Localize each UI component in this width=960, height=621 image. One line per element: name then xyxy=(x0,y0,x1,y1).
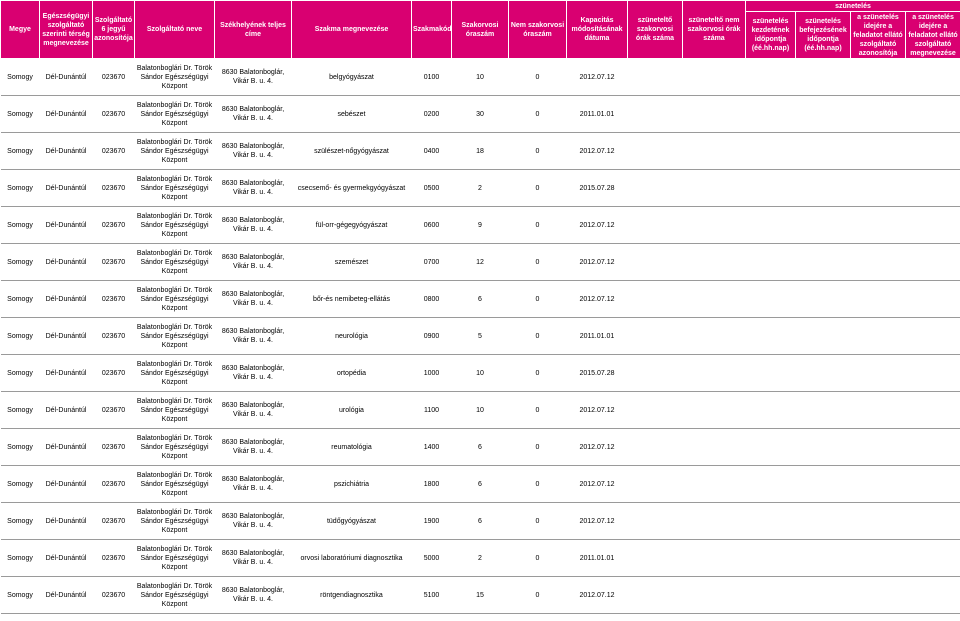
col-header-nem-szakorvosi: Nem szakorvosi óraszám xyxy=(509,1,567,59)
cell-szakorvosi: 2 xyxy=(452,170,509,207)
cell-megye: Somogy xyxy=(1,540,40,577)
cell-nev: Balatonboglári Dr. Török Sándor Egészségügyi Központ xyxy=(135,133,215,170)
col-header-terseg: Egészségügyi szolgáltató szerinti térség megnevezése xyxy=(40,1,93,59)
cell-terseg: Dél-Dunántúl xyxy=(40,392,93,429)
cell-megye: Somogy xyxy=(1,318,40,355)
cell-azonosito: 023670 xyxy=(93,318,135,355)
cell-szakorvosi: 10 xyxy=(452,355,509,392)
cell-megye: Somogy xyxy=(1,503,40,540)
cell-empty xyxy=(796,355,851,392)
cell-empty xyxy=(683,503,746,540)
cell-empty xyxy=(683,466,746,503)
cell-nem-szakorvosi: 0 xyxy=(509,281,567,318)
table-row xyxy=(1,96,960,133)
cell-szakmakod: 0200 xyxy=(412,96,452,133)
cell-megye: Somogy xyxy=(1,207,40,244)
cell-datum: 2012.07.12 xyxy=(567,207,628,244)
cell-empty xyxy=(746,577,796,614)
cell-empty xyxy=(746,318,796,355)
cell-nev: Balatonboglári Dr. Török Sándor Egészségügyi Központ xyxy=(135,244,215,281)
cell-empty xyxy=(746,503,796,540)
cell-azonosito: 023670 xyxy=(93,355,135,392)
cell-empty xyxy=(906,466,960,503)
cell-empty xyxy=(683,392,746,429)
cell-empty xyxy=(851,392,906,429)
cell-empty xyxy=(746,540,796,577)
table-row xyxy=(1,429,960,466)
cell-empty xyxy=(628,318,683,355)
cell-datum: 2012.07.12 xyxy=(567,577,628,614)
table-header xyxy=(1,1,960,59)
cell-nev: Balatonboglári Dr. Török Sándor Egészségügyi Központ xyxy=(135,577,215,614)
cell-szakmakod: 0600 xyxy=(412,207,452,244)
cell-datum: 2012.07.12 xyxy=(567,244,628,281)
cell-empty xyxy=(628,540,683,577)
table-body xyxy=(1,59,960,614)
col-header-ideje-azon: a szünetelés idejére a feladatot ellátó szolgáltató azonosítója xyxy=(851,12,906,59)
cell-empty xyxy=(906,540,960,577)
cell-empty xyxy=(683,429,746,466)
cell-szakorvosi: 6 xyxy=(452,281,509,318)
col-header-megye: Megye xyxy=(1,1,40,59)
cell-cim: 8630 Balatonboglár, Vikár B. u. 4. xyxy=(215,59,292,96)
cell-szakma: urológia xyxy=(292,392,412,429)
cell-szakmakod: 5000 xyxy=(412,540,452,577)
cell-empty xyxy=(628,170,683,207)
cell-empty xyxy=(796,170,851,207)
cell-szakma: neurológia xyxy=(292,318,412,355)
cell-empty xyxy=(796,244,851,281)
cell-nev: Balatonboglári Dr. Török Sándor Egészségügyi Központ xyxy=(135,59,215,96)
cell-empty xyxy=(851,540,906,577)
cell-cim: 8630 Balatonboglár, Vikár B. u. 4. xyxy=(215,281,292,318)
cell-szakorvosi: 15 xyxy=(452,577,509,614)
cell-empty xyxy=(906,318,960,355)
cell-nem-szakorvosi: 0 xyxy=(509,318,567,355)
cell-azonosito: 023670 xyxy=(93,281,135,318)
cell-nem-szakorvosi: 0 xyxy=(509,540,567,577)
cell-cim: 8630 Balatonboglár, Vikár B. u. 4. xyxy=(215,540,292,577)
cell-terseg: Dél-Dunántúl xyxy=(40,503,93,540)
cell-empty xyxy=(851,503,906,540)
cell-empty xyxy=(628,466,683,503)
cell-terseg: Dél-Dunántúl xyxy=(40,466,93,503)
cell-nev: Balatonboglári Dr. Török Sándor Egészségügyi Központ xyxy=(135,281,215,318)
cell-cim: 8630 Balatonboglár, Vikár B. u. 4. xyxy=(215,355,292,392)
cell-datum: 2012.07.12 xyxy=(567,392,628,429)
cell-nem-szakorvosi: 0 xyxy=(509,466,567,503)
cell-szakma: csecsemő- és gyermekgyógyászat xyxy=(292,170,412,207)
cell-terseg: Dél-Dunántúl xyxy=(40,170,93,207)
col-header-szakorvosi: Szakorvosi óraszám xyxy=(452,1,509,59)
cell-empty xyxy=(746,466,796,503)
table-row xyxy=(1,392,960,429)
cell-azonosito: 023670 xyxy=(93,577,135,614)
cell-szakmakod: 1900 xyxy=(412,503,452,540)
table-row xyxy=(1,170,960,207)
cell-empty xyxy=(746,355,796,392)
cell-empty xyxy=(851,429,906,466)
cell-cim: 8630 Balatonboglár, Vikár B. u. 4. xyxy=(215,392,292,429)
cell-empty xyxy=(628,355,683,392)
cell-megye: Somogy xyxy=(1,133,40,170)
cell-megye: Somogy xyxy=(1,466,40,503)
cell-nev: Balatonboglári Dr. Török Sándor Egészségügyi Központ xyxy=(135,392,215,429)
cell-datum: 2012.07.12 xyxy=(567,466,628,503)
cell-nev: Balatonboglári Dr. Török Sándor Egészségügyi Központ xyxy=(135,207,215,244)
cell-empty xyxy=(683,59,746,96)
col-header-kapacitas: Kapacitás módosításának dátuma xyxy=(567,1,628,59)
col-header-szakma: Szakma megnevezése xyxy=(292,1,412,59)
cell-szakorvosi: 10 xyxy=(452,392,509,429)
cell-empty xyxy=(683,133,746,170)
cell-szakma: bőr-és nemibeteg-ellátás xyxy=(292,281,412,318)
cell-szakorvosi: 6 xyxy=(452,466,509,503)
cell-empty xyxy=(906,429,960,466)
table-row xyxy=(1,59,960,96)
cell-empty xyxy=(628,133,683,170)
cell-empty xyxy=(796,133,851,170)
cell-cim: 8630 Balatonboglár, Vikár B. u. 4. xyxy=(215,318,292,355)
cell-datum: 2015.07.28 xyxy=(567,170,628,207)
table-row xyxy=(1,318,960,355)
cell-empty xyxy=(683,244,746,281)
cell-cim: 8630 Balatonboglár, Vikár B. u. 4. xyxy=(215,503,292,540)
cell-empty xyxy=(796,392,851,429)
cell-empty xyxy=(796,466,851,503)
cell-empty xyxy=(906,96,960,133)
cell-terseg: Dél-Dunántúl xyxy=(40,133,93,170)
cell-empty xyxy=(906,207,960,244)
col-group-szunetelés: szünetelés xyxy=(746,1,960,12)
cell-empty xyxy=(906,355,960,392)
col-header-kezdet: szünetelés kezdetének időpontja (éé.hh.nap) xyxy=(746,12,796,59)
cell-terseg: Dél-Dunántúl xyxy=(40,429,93,466)
cell-empty xyxy=(851,318,906,355)
cell-azonosito: 023670 xyxy=(93,466,135,503)
cell-terseg: Dél-Dunántúl xyxy=(40,59,93,96)
cell-empty xyxy=(746,392,796,429)
cell-nem-szakorvosi: 0 xyxy=(509,170,567,207)
cell-datum: 2015.07.28 xyxy=(567,355,628,392)
cell-empty xyxy=(628,392,683,429)
cell-empty xyxy=(851,96,906,133)
cell-empty xyxy=(628,429,683,466)
cell-datum: 2012.07.12 xyxy=(567,503,628,540)
cell-terseg: Dél-Dunántúl xyxy=(40,281,93,318)
cell-azonosito: 023670 xyxy=(93,540,135,577)
cell-empty xyxy=(683,577,746,614)
cell-szakma: szülészet-nőgyógyászat xyxy=(292,133,412,170)
cell-szakmakod: 0700 xyxy=(412,244,452,281)
cell-empty xyxy=(628,503,683,540)
cell-megye: Somogy xyxy=(1,429,40,466)
cell-empty xyxy=(851,133,906,170)
cell-megye: Somogy xyxy=(1,96,40,133)
cell-cim: 8630 Balatonboglár, Vikár B. u. 4. xyxy=(215,170,292,207)
col-header-ideje-megnev: a szünetelés idejére a feladatot ellátó szolgáltató megnevezése xyxy=(906,12,960,59)
cell-terseg: Dél-Dunántúl xyxy=(40,96,93,133)
cell-megye: Somogy xyxy=(1,170,40,207)
cell-empty xyxy=(628,207,683,244)
cell-empty xyxy=(906,281,960,318)
cell-szakmakod: 1100 xyxy=(412,392,452,429)
cell-empty xyxy=(796,59,851,96)
cell-empty xyxy=(851,466,906,503)
cell-empty xyxy=(796,318,851,355)
cell-empty xyxy=(746,133,796,170)
cell-azonosito: 023670 xyxy=(93,429,135,466)
cell-empty xyxy=(683,207,746,244)
cell-nem-szakorvosi: 0 xyxy=(509,392,567,429)
cell-empty xyxy=(628,96,683,133)
cell-empty xyxy=(683,540,746,577)
col-header-szuneteto-nem: szüneteltő nem szakorvosi órák száma xyxy=(683,1,746,59)
cell-empty xyxy=(906,392,960,429)
cell-empty xyxy=(851,577,906,614)
cell-cim: 8630 Balatonboglár, Vikár B. u. 4. xyxy=(215,577,292,614)
cell-szakma: tüdőgyógyászat xyxy=(292,503,412,540)
cell-azonosito: 023670 xyxy=(93,96,135,133)
cell-azonosito: 023670 xyxy=(93,503,135,540)
table-row xyxy=(1,355,960,392)
table-row xyxy=(1,466,960,503)
cell-cim: 8630 Balatonboglár, Vikár B. u. 4. xyxy=(215,96,292,133)
cell-empty xyxy=(851,170,906,207)
cell-szakorvosi: 18 xyxy=(452,133,509,170)
cell-nem-szakorvosi: 0 xyxy=(509,503,567,540)
cell-empty xyxy=(906,503,960,540)
cell-szakorvosi: 6 xyxy=(452,503,509,540)
cell-empty xyxy=(906,170,960,207)
cell-cim: 8630 Balatonboglár, Vikár B. u. 4. xyxy=(215,429,292,466)
cell-szakma: ortopédia xyxy=(292,355,412,392)
cell-azonosito: 023670 xyxy=(93,244,135,281)
cell-nem-szakorvosi: 0 xyxy=(509,355,567,392)
cell-empty xyxy=(796,577,851,614)
cell-megye: Somogy xyxy=(1,281,40,318)
cell-empty xyxy=(906,577,960,614)
cell-nev: Balatonboglári Dr. Török Sándor Egészségügyi Központ xyxy=(135,170,215,207)
cell-nev: Balatonboglári Dr. Török Sándor Egészségügyi Központ xyxy=(135,466,215,503)
cell-empty xyxy=(906,244,960,281)
cell-megye: Somogy xyxy=(1,392,40,429)
cell-szakorvosi: 9 xyxy=(452,207,509,244)
cell-megye: Somogy xyxy=(1,59,40,96)
cell-terseg: Dél-Dunántúl xyxy=(40,318,93,355)
cell-empty xyxy=(683,281,746,318)
table-row xyxy=(1,577,960,614)
cell-empty xyxy=(906,59,960,96)
cell-szakmakod: 1000 xyxy=(412,355,452,392)
cell-cim: 8630 Balatonboglár, Vikár B. u. 4. xyxy=(215,207,292,244)
cell-empty xyxy=(851,281,906,318)
cell-empty xyxy=(796,281,851,318)
cell-empty xyxy=(683,96,746,133)
cell-datum: 2012.07.12 xyxy=(567,133,628,170)
cell-datum: 2012.07.12 xyxy=(567,281,628,318)
cell-azonosito: 023670 xyxy=(93,59,135,96)
cell-nev: Balatonboglári Dr. Török Sándor Egészségügyi Központ xyxy=(135,355,215,392)
cell-empty xyxy=(683,318,746,355)
cell-szakorvosi: 12 xyxy=(452,244,509,281)
cell-azonosito: 023670 xyxy=(93,133,135,170)
cell-szakorvosi: 2 xyxy=(452,540,509,577)
cell-cim: 8630 Balatonboglár, Vikár B. u. 4. xyxy=(215,244,292,281)
cell-nem-szakorvosi: 0 xyxy=(509,577,567,614)
cell-nev: Balatonboglári Dr. Török Sándor Egészségügyi Központ xyxy=(135,318,215,355)
cell-szakmakod: 1800 xyxy=(412,466,452,503)
cell-szakma: belgyógyászat xyxy=(292,59,412,96)
cell-datum: 2011.01.01 xyxy=(567,318,628,355)
cell-nem-szakorvosi: 0 xyxy=(509,429,567,466)
cell-szakmakod: 0100 xyxy=(412,59,452,96)
cell-empty xyxy=(683,170,746,207)
cell-nem-szakorvosi: 0 xyxy=(509,59,567,96)
cell-empty xyxy=(746,244,796,281)
cell-szakma: reumatológia xyxy=(292,429,412,466)
cell-szakmakod: 5100 xyxy=(412,577,452,614)
cell-szakma: sebészet xyxy=(292,96,412,133)
table-row xyxy=(1,244,960,281)
cell-nev: Balatonboglári Dr. Török Sándor Egészségügyi Központ xyxy=(135,540,215,577)
cell-empty xyxy=(683,355,746,392)
cell-megye: Somogy xyxy=(1,244,40,281)
cell-nev: Balatonboglári Dr. Török Sándor Egészségügyi Központ xyxy=(135,503,215,540)
cell-empty xyxy=(628,59,683,96)
cell-terseg: Dél-Dunántúl xyxy=(40,540,93,577)
col-header-szekhely: Székhelyének teljes címe xyxy=(215,1,292,59)
cell-szakma: pszichiátria xyxy=(292,466,412,503)
cell-szakma: orvosi laboratóriumi diagnosztika xyxy=(292,540,412,577)
cell-terseg: Dél-Dunántúl xyxy=(40,577,93,614)
cell-szakma: szemészet xyxy=(292,244,412,281)
cell-terseg: Dél-Dunántúl xyxy=(40,207,93,244)
cell-datum: 2012.07.12 xyxy=(567,429,628,466)
table-row xyxy=(1,133,960,170)
cell-nem-szakorvosi: 0 xyxy=(509,133,567,170)
cell-szakmakod: 0800 xyxy=(412,281,452,318)
cell-datum: 2012.07.12 xyxy=(567,59,628,96)
cell-empty xyxy=(628,577,683,614)
cell-empty xyxy=(628,244,683,281)
cell-empty xyxy=(906,133,960,170)
cell-empty xyxy=(746,207,796,244)
cell-szakorvosi: 30 xyxy=(452,96,509,133)
col-header-szakmakod: Szakmakód xyxy=(412,1,452,59)
cell-empty xyxy=(851,59,906,96)
col-header-nev: Szolgáltató neve xyxy=(135,1,215,59)
cell-empty xyxy=(851,207,906,244)
table-row xyxy=(1,503,960,540)
cell-empty xyxy=(746,59,796,96)
cell-nev: Balatonboglári Dr. Török Sándor Egészségügyi Központ xyxy=(135,96,215,133)
col-header-befejezes: szünetelés befejezésének időpontja (éé.hh.nap) xyxy=(796,12,851,59)
cell-empty xyxy=(796,96,851,133)
table-row xyxy=(1,281,960,318)
cell-empty xyxy=(796,207,851,244)
cell-nem-szakorvosi: 0 xyxy=(509,96,567,133)
cell-empty xyxy=(796,540,851,577)
col-header-azonosito: Szolgáltató 6 jegyű azonosítója xyxy=(93,1,135,59)
cell-megye: Somogy xyxy=(1,355,40,392)
cell-terseg: Dél-Dunántúl xyxy=(40,244,93,281)
cell-azonosito: 023670 xyxy=(93,170,135,207)
cell-azonosito: 023670 xyxy=(93,392,135,429)
cell-empty xyxy=(746,281,796,318)
table-row xyxy=(1,540,960,577)
cell-szakmakod: 1400 xyxy=(412,429,452,466)
cell-szakorvosi: 5 xyxy=(452,318,509,355)
cell-terseg: Dél-Dunántúl xyxy=(40,355,93,392)
cell-szakorvosi: 10 xyxy=(452,59,509,96)
cell-empty xyxy=(746,96,796,133)
cell-nem-szakorvosi: 0 xyxy=(509,244,567,281)
cell-empty xyxy=(851,244,906,281)
cell-empty xyxy=(851,355,906,392)
cell-azonosito: 023670 xyxy=(93,207,135,244)
cell-megye: Somogy xyxy=(1,577,40,614)
cell-nem-szakorvosi: 0 xyxy=(509,207,567,244)
cell-empty xyxy=(796,429,851,466)
table-row xyxy=(1,207,960,244)
cell-szakorvosi: 6 xyxy=(452,429,509,466)
cell-cim: 8630 Balatonboglár, Vikár B. u. 4. xyxy=(215,133,292,170)
cell-empty xyxy=(746,170,796,207)
cell-cim: 8630 Balatonboglár, Vikár B. u. 4. xyxy=(215,466,292,503)
cell-nev: Balatonboglári Dr. Török Sándor Egészségügyi Központ xyxy=(135,429,215,466)
cell-szakmakod: 0500 xyxy=(412,170,452,207)
cell-szakmakod: 0900 xyxy=(412,318,452,355)
cell-empty xyxy=(796,503,851,540)
cell-datum: 2011.01.01 xyxy=(567,540,628,577)
cell-szakma: fül-orr-gégegyógyászat xyxy=(292,207,412,244)
cell-szakma: röntgendiagnosztika xyxy=(292,577,412,614)
cell-empty xyxy=(628,281,683,318)
col-header-szuneteto-szakorvosi: szüneteltő szakorvosi órák száma xyxy=(628,1,683,59)
cell-datum: 2011.01.01 xyxy=(567,96,628,133)
cell-empty xyxy=(746,429,796,466)
cell-szakmakod: 0400 xyxy=(412,133,452,170)
